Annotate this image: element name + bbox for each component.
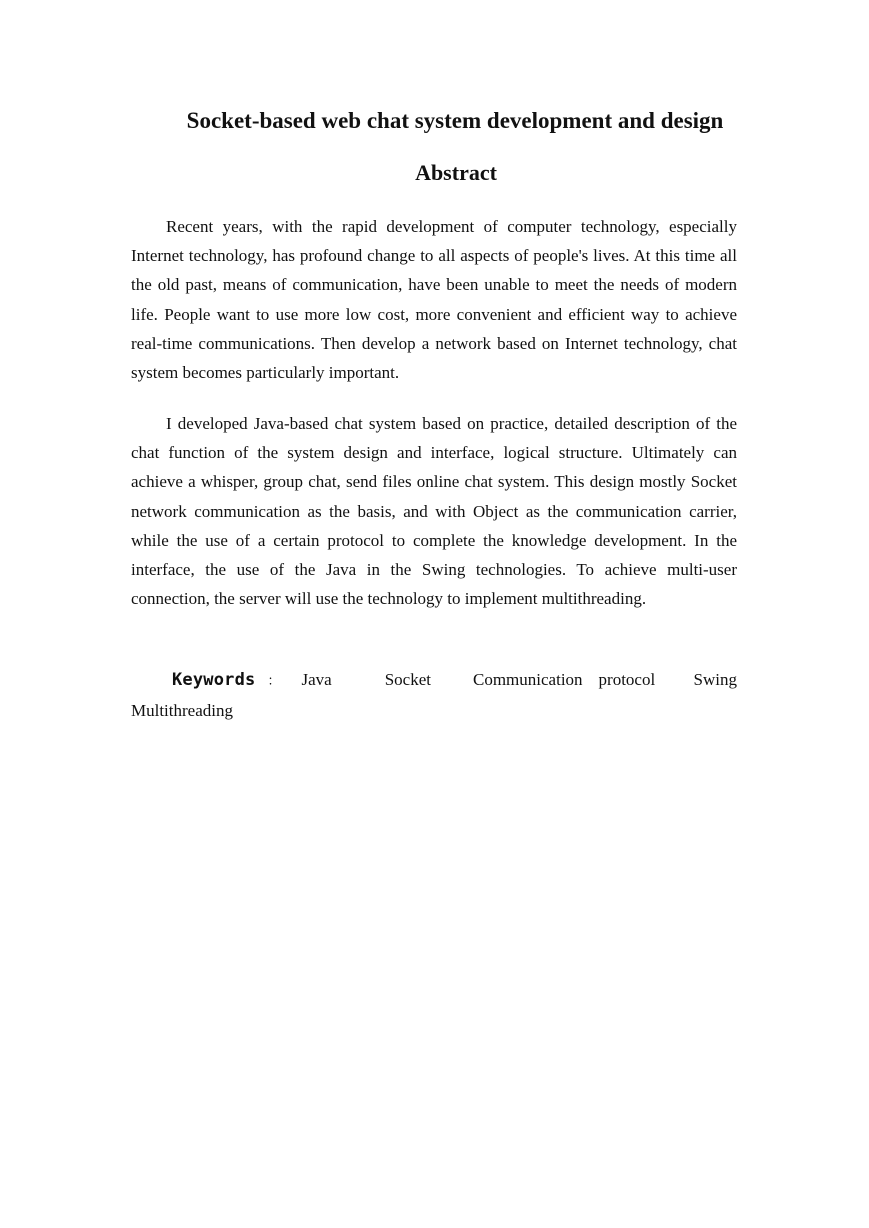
keywords-label: Keywords — [172, 670, 256, 690]
keyword-java: Java — [301, 670, 332, 689]
keywords-separator: ： — [267, 674, 281, 689]
keywords-line-2 — [131, 696, 737, 725]
abstract-paragraph-2: I developed Java-based chat system based on practice, detailed description of the chat function of the system design and interface, logical structure. Ultimately can achieve a whisper, group chat, send files online chat system. This design mostly Socket network communication as the basis, and with Object as the communication carrier, while the use of a certain protocol to complete the knowledge development. In the interface, the use of the Java in the Swing technologies. To achieve multi-user connection, the server will use the technology to implement multithreading. — [131, 414, 737, 609]
abstract-paragraph-1: Recent years, with the rapid development of computer technology, especially Internet technology, has profound change to all aspects of people's lives. At this time all the old past, means of communication, have been unable to meet the needs of modern life. People want to use more low cost, more convenient and efficient way to achieve real-time communications. Then develop a network based on Internet technology, chat system becomes particularly important. — [131, 217, 737, 383]
abstract-heading: Abstract — [415, 160, 497, 185]
keyword-protocol: protocol — [598, 670, 656, 689]
keyword-swing: Swing — [693, 670, 737, 689]
document-title: Socket-based web chat system development and design — [186, 108, 724, 133]
keyword-socket: Socket — [384, 670, 431, 689]
keywords-line — [131, 665, 737, 696]
keyword-multithreading: Multithreading — [131, 701, 233, 721]
keyword-communication: Communication — [473, 670, 583, 689]
keywords-block — [131, 665, 737, 725]
